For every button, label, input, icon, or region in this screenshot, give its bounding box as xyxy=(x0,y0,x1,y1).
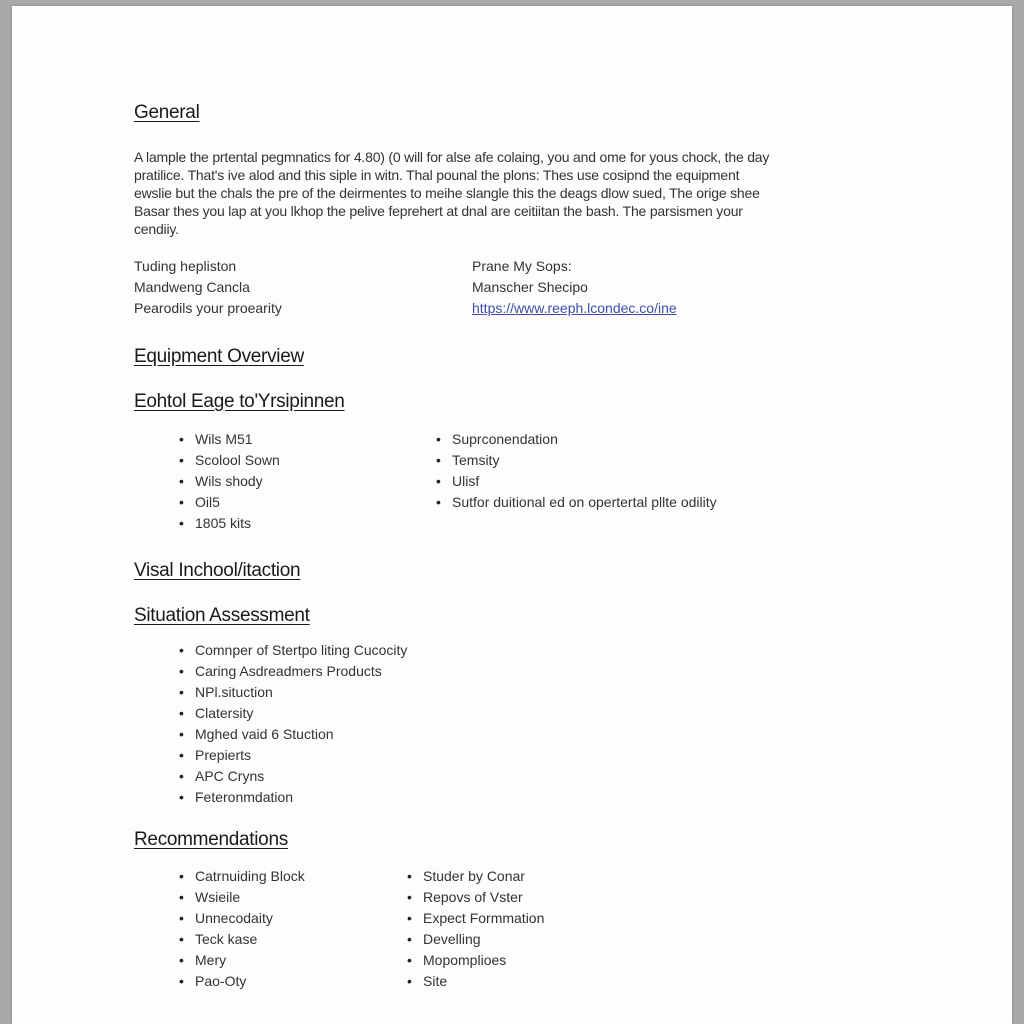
list-item: • Ulisf xyxy=(436,471,717,492)
equipment-subsection xyxy=(134,391,345,413)
list-item: • Site xyxy=(407,971,544,992)
list-item: • Teck kase xyxy=(179,929,305,950)
paragraph-line: Basar thes you lap at you lkhop the pelive feprehert at dnal are ceitiitan the bash. The parsismen your xyxy=(134,203,743,219)
list-item: • Sutfor duitional ed on opertertal pllte odility xyxy=(436,492,717,513)
list-item: • Repovs of Vster xyxy=(407,887,544,908)
paragraph-line: ewslie but the chals the pre of the deirmentes to meihe slangle this the deags dlow sued, The orige shee xyxy=(134,185,760,201)
equipment-section xyxy=(134,346,304,368)
list-item: • Prepierts xyxy=(179,745,407,766)
list-item: • APC Cryns xyxy=(179,766,407,787)
contact-line: Pearodils your proearity xyxy=(134,300,282,316)
list-item: • Studer by Conar xyxy=(407,866,544,887)
list-item: • NPl.situction xyxy=(179,682,407,703)
contact-left-column xyxy=(134,256,282,319)
contact-line: Manscher Shecipo xyxy=(472,279,588,295)
list-item: • Catrnuiding Block xyxy=(179,866,305,887)
visual-section xyxy=(134,560,300,582)
document-page xyxy=(12,6,1012,1024)
list-item: • Clatersity xyxy=(179,703,407,724)
paragraph-line: A lample the prtental pegmnatics for 4.80) (0 will for alse afe colaing, you and ome for yous chock, the day xyxy=(134,149,770,165)
list-item: • Suprconendation xyxy=(436,429,717,450)
contact-line: Tuding hepliston xyxy=(134,258,237,274)
section-heading-equipment: Equipment Overview xyxy=(134,346,304,367)
list-item: • Unnecodaity xyxy=(179,908,305,929)
list-item: • Wils M51 xyxy=(179,429,280,450)
list-item: • 1805 kits xyxy=(179,513,280,534)
list-item: • Develling xyxy=(407,929,544,950)
equipment-right-list xyxy=(436,429,717,513)
list-item: • Feteronmdation xyxy=(179,787,407,808)
list-item: • Scolool Sown xyxy=(179,450,280,471)
contact-line: Prane My Sops: xyxy=(472,258,572,274)
subsection-heading: Eohtol Eage to'Yrsipinnen xyxy=(134,391,345,412)
list-item: • Caring Asdreadmers Products xyxy=(179,661,407,682)
paragraph-line: cendiiy. xyxy=(134,221,179,237)
list-item: • Wils shody xyxy=(179,471,280,492)
website-link[interactable]: https://www.reeph.lcondec.co/ine xyxy=(472,300,677,316)
contact-right-column xyxy=(472,256,677,319)
section-heading-situation: Situation Assessment xyxy=(134,605,310,626)
contact-block xyxy=(134,256,894,322)
list-item: • Comnper of Stertpo liting Cucocity xyxy=(179,640,407,661)
section-heading-visual: Visal Inchool/itaction xyxy=(134,560,301,581)
list-item: • Oil5 xyxy=(179,492,280,513)
recommendations-right-list xyxy=(407,866,544,992)
list-item: • Pao-Oty xyxy=(179,971,305,992)
situation-section xyxy=(134,605,310,627)
section-heading-general: General xyxy=(134,102,200,123)
document-content xyxy=(134,102,894,989)
list-item: • Temsity xyxy=(436,450,717,471)
list-item: • Wsieile xyxy=(179,887,305,908)
list-item: • Mghed vaid 6 Stuction xyxy=(179,724,407,745)
situation-list xyxy=(179,640,407,808)
list-item: • Expect Formmation xyxy=(407,908,544,929)
section-heading-recommendations: Recommendations xyxy=(134,829,288,850)
recommendations-section xyxy=(134,829,288,851)
list-item: • Mery xyxy=(179,950,305,971)
recommendations-left-list xyxy=(179,866,305,992)
general-paragraph xyxy=(134,148,884,238)
equipment-left-list xyxy=(179,429,280,534)
paragraph-line: pratilice. That's ive alod and this siple in witn. Thal pounal the plons: Thes use cosipnd the equipment xyxy=(134,167,740,183)
contact-line: Mandweng Cancla xyxy=(134,279,250,295)
list-item: • Mopomplioes xyxy=(407,950,544,971)
